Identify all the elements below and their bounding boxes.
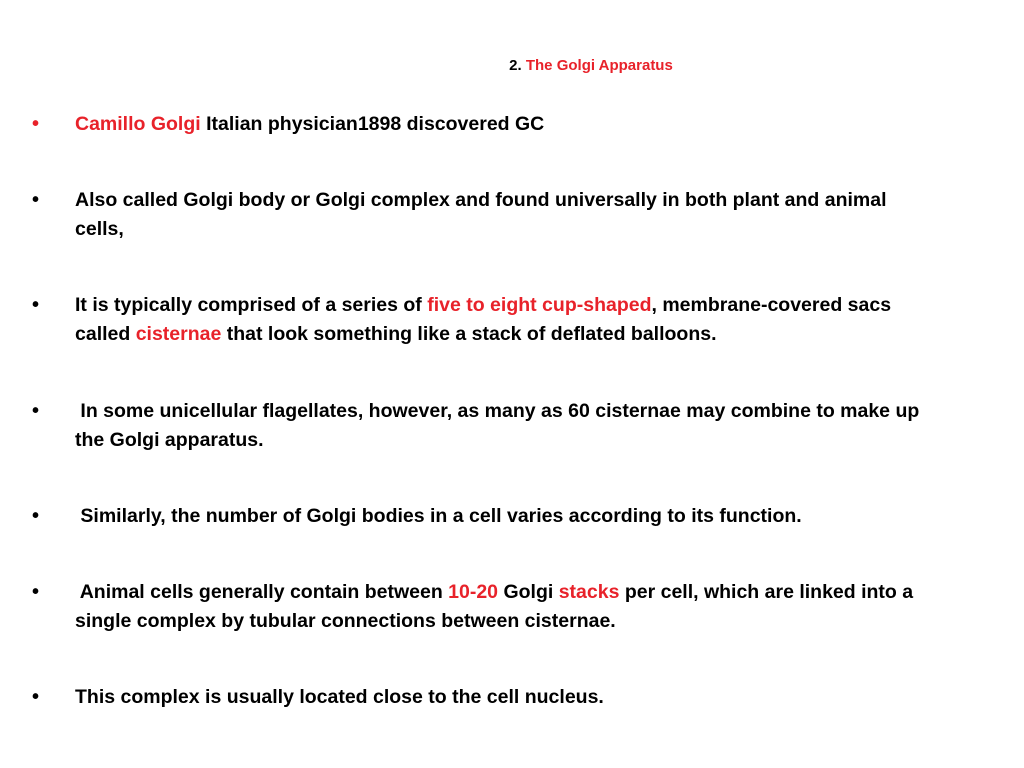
bullet-text: , membrane-covered sacs	[651, 294, 892, 316]
bullet-line	[75, 397, 919, 426]
bullet-item	[32, 578, 913, 636]
bullet-text: that look something like a stack of deflated balloons.	[221, 323, 717, 345]
highlighted-text: Camillo Golgi	[75, 113, 201, 135]
bullet-text: single complex by tubular connections between cisternae.	[75, 610, 616, 632]
bullet-item	[32, 397, 919, 455]
bullet-item	[32, 110, 544, 139]
slide-title-number: 2.	[509, 57, 522, 74]
slide-title-text: The Golgi Apparatus	[525, 57, 673, 74]
bullet-text: Similarly, the number of Golgi bodies in a cell varies according to its function.	[75, 505, 802, 527]
bullet-line	[75, 683, 604, 712]
slide-title	[0, 56, 1024, 76]
bullet-item	[32, 683, 604, 712]
highlighted-text: cisternae	[135, 323, 222, 345]
bullet-marker: •	[32, 686, 40, 708]
highlighted-text: stacks	[558, 581, 620, 603]
bullet-marker: •	[32, 505, 40, 527]
bullet-marker: •	[32, 400, 40, 422]
bullet-text: It is typically comprised of a series of	[75, 294, 428, 316]
bullet-line	[75, 607, 913, 636]
bullet-line	[75, 291, 891, 320]
bullet-marker: •	[32, 581, 40, 603]
bullet-line	[75, 426, 919, 455]
bullet-text: Italian physician1898 discovered GC	[200, 113, 545, 135]
bullet-text: cells,	[75, 218, 124, 240]
bullet-line	[75, 320, 891, 349]
bullet-line	[75, 186, 887, 215]
bullet-marker: •	[32, 189, 40, 211]
bullet-text: the Golgi apparatus.	[75, 429, 264, 451]
bullet-text: Golgi	[498, 581, 559, 603]
bullet-text: called	[75, 323, 136, 345]
bullet-text: In some unicellular flagellates, however, as many as 60 cisternae may combine to make up	[75, 400, 920, 422]
bullet-line	[75, 110, 544, 139]
bullet-text: This complex is usually located close to the cell nucleus.	[75, 686, 604, 708]
bullet-line	[75, 215, 887, 244]
bullet-text: Also called Golgi body or Golgi complex and found universally in both plant and animal	[75, 189, 887, 211]
bullet-item	[32, 186, 887, 244]
bullet-item	[32, 291, 891, 349]
highlighted-text: five to eight cup-shaped	[427, 294, 652, 316]
bullet-item	[32, 502, 802, 531]
highlighted-text: 10-20	[448, 581, 499, 603]
bullet-line	[75, 502, 802, 531]
bullet-marker: •	[32, 294, 40, 316]
bullet-marker: •	[32, 113, 40, 135]
bullet-text: Animal cells generally contain between	[75, 581, 449, 603]
bullet-text: per cell, which are linked into a	[619, 581, 914, 603]
bullet-line	[75, 578, 913, 607]
